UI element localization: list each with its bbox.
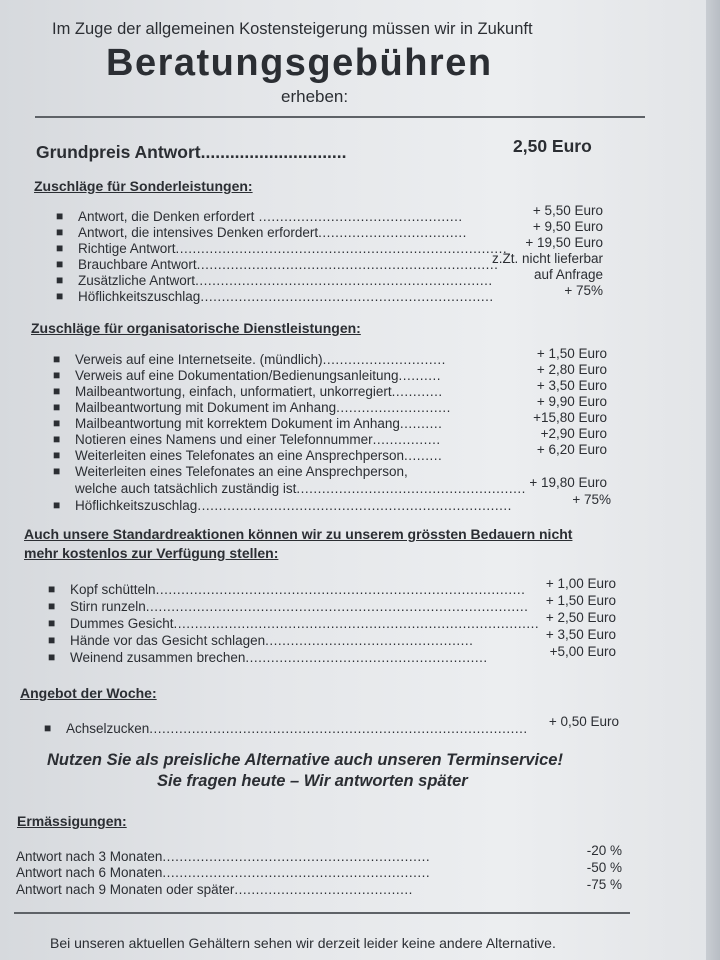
list-item: ■ Höflichkeitszuschlag..................................................................... [56,289,494,304]
square-bullet-icon: ■ [53,448,61,462]
list-item-price: + 3,50 Euro [536,378,607,393]
list-item: ■ Weinend zusammen brechen......................................................... [48,650,488,665]
list-item-price: +2,90 Euro [540,426,607,441]
square-bullet-icon: ■ [48,616,56,630]
list-item-price: + 2,80 Euro [536,362,607,377]
list-item-price: + 19,50 Euro [525,235,603,250]
footer-divider [14,912,630,914]
square-bullet-icon: ■ [56,273,64,287]
list-item: ■ Richtige Antwort.............................................................................. [56,241,508,256]
square-bullet-icon: ■ [44,721,52,735]
list-item: ■ Antwort, die intensives Denken erfordert................................... [56,225,467,240]
square-bullet-icon: ■ [56,241,64,255]
list-item-price: + 1,50 Euro [536,346,607,361]
list-item-price: + 0,50 Euro [548,714,619,729]
list-item: ■ Weiterleiten eines Telefonates an eine Ansprechperson, [53,464,408,479]
square-bullet-icon: ■ [48,582,56,596]
square-bullet-icon: ■ [53,416,61,430]
list-item-price: + 6,20 Euro [536,442,607,457]
section-discounts-heading: Ermässigungen: [17,813,127,829]
list-item: ■ Stirn runzeln.......................................................................................... [48,599,529,614]
list-item: ■ Mailbeantwortung, einfach, unformatiert, unkorregiert............ [53,384,443,399]
list-item-price: + 5,50 Euro [532,203,603,218]
list-item-price: + 3,50 Euro [545,627,616,642]
list-item-price: auf Anfrage [533,267,603,282]
list-item: Antwort nach 6 Monaten............................................................... [16,865,431,880]
list-item-price: + 9,50 Euro [532,219,603,234]
list-item: ■ Mailbeantwortung mit korrektem Dokument im Anhang.......... [53,416,443,431]
square-bullet-icon: ■ [56,225,64,239]
square-bullet-icon: ■ [53,464,61,478]
page-title: Beratungsgebühren [106,42,493,84]
list-item-price: +15,80 Euro [533,410,607,425]
list-item-price: + 19,80 Euro [529,475,607,490]
list-item-price: + 2,50 Euro [545,610,616,625]
list-item-price: +5,00 Euro [549,644,616,659]
section-organisational-heading: Zuschläge für organisatorische Dienstleistungen: [31,320,361,336]
list-item: ■ Hände vor das Gesicht schlagen................................................. [48,633,474,648]
square-bullet-icon: ■ [56,289,64,303]
list-item: ■ Kopf schütteln....................................................................................... [48,582,526,597]
list-item-price: + 9,90 Euro [536,394,607,409]
list-item-price: -20 % [586,843,622,858]
list-item: ■ Verweis auf eine Internetseite. (mündlich)............................. [53,352,446,367]
footer-note: Bei unseren aktuellen Gehältern sehen wir derzeit leider keine andere Alternative. [50,935,556,951]
section-standard-heading-line2: mehr kostenlos zur Verfügung stellen: [24,545,279,561]
square-bullet-icon: ■ [48,599,56,613]
list-item-continuation: welche auch tatsächlich zuständig ist...................................................... [75,481,526,496]
promo-line-2: Sie fragen heute – Wir antworten später [157,772,468,790]
list-item-price: + 1,50 Euro [545,593,616,608]
section-standard-heading-line1: Auch unsere Standardreaktionen können wir zu unserem grössten Bedauern nicht [24,526,573,542]
square-bullet-icon: ■ [53,368,61,382]
intro-text: Im Zuge der allgemeinen Kostensteigerung müssen wir in Zukunft [52,20,533,38]
base-price-value: 2,50 Euro [513,136,592,156]
square-bullet-icon: ■ [53,498,61,512]
list-item: ■ Höflichkeitszuschlag.......................................................................... [53,498,512,513]
square-bullet-icon: ■ [56,257,64,271]
list-item-price: -50 % [586,860,622,875]
square-bullet-icon: ■ [48,650,56,664]
section-special-heading: Zuschläge für Sonderleistungen: [34,178,253,194]
page-subtitle: erheben: [281,87,349,106]
square-bullet-icon: ■ [48,633,56,647]
list-item: Antwort nach 9 Monaten oder später.......................................... [16,882,413,897]
header-divider [35,116,645,118]
list-item-price: + 75% [564,283,603,298]
list-item: ■ Verweis auf eine Dokumentation/Bedienungsanleitung.......... [53,368,441,383]
list-item-price: + 75% [572,492,611,507]
square-bullet-icon: ■ [53,400,61,414]
list-item: ■ Brauchbare Antwort....................................................................... [56,257,499,272]
paper-edge [706,0,720,960]
list-item-price: + 1,00 Euro [545,576,616,591]
list-item: ■ Weiterleiten eines Telefonates an eine Ansprechperson......... [53,448,443,463]
list-item: ■ Antwort, die Denken erfordert ................................................ [56,209,463,224]
list-item: ■ Notieren eines Namens und einer Telefonnummer................ [53,432,441,447]
square-bullet-icon: ■ [56,209,64,223]
list-item: Antwort nach 3 Monaten............................................................... [16,849,431,864]
square-bullet-icon: ■ [53,352,61,366]
list-item: ■ Dummes Gesicht...................................................................................... [48,616,540,631]
square-bullet-icon: ■ [53,432,61,446]
promo-line-1: Nutzen Sie als preisliche Alternative auch unseren Terminservice! [47,751,563,769]
list-item-price: -75 % [586,877,622,892]
square-bullet-icon: ■ [53,384,61,398]
list-item: ■ Mailbeantwortung mit Dokument im Anhang........................... [53,400,451,415]
base-price-label: Grundpreis Antwort.............................. [36,142,347,162]
list-item: ■ Zusätzliche Antwort...................................................................... [56,273,493,288]
list-item-price: z.Zt. nicht lieferbar [491,251,603,266]
list-item: ■ Achselzucken......................................................................................... [44,721,528,736]
section-weekly-heading: Angebot der Woche: [20,685,157,701]
